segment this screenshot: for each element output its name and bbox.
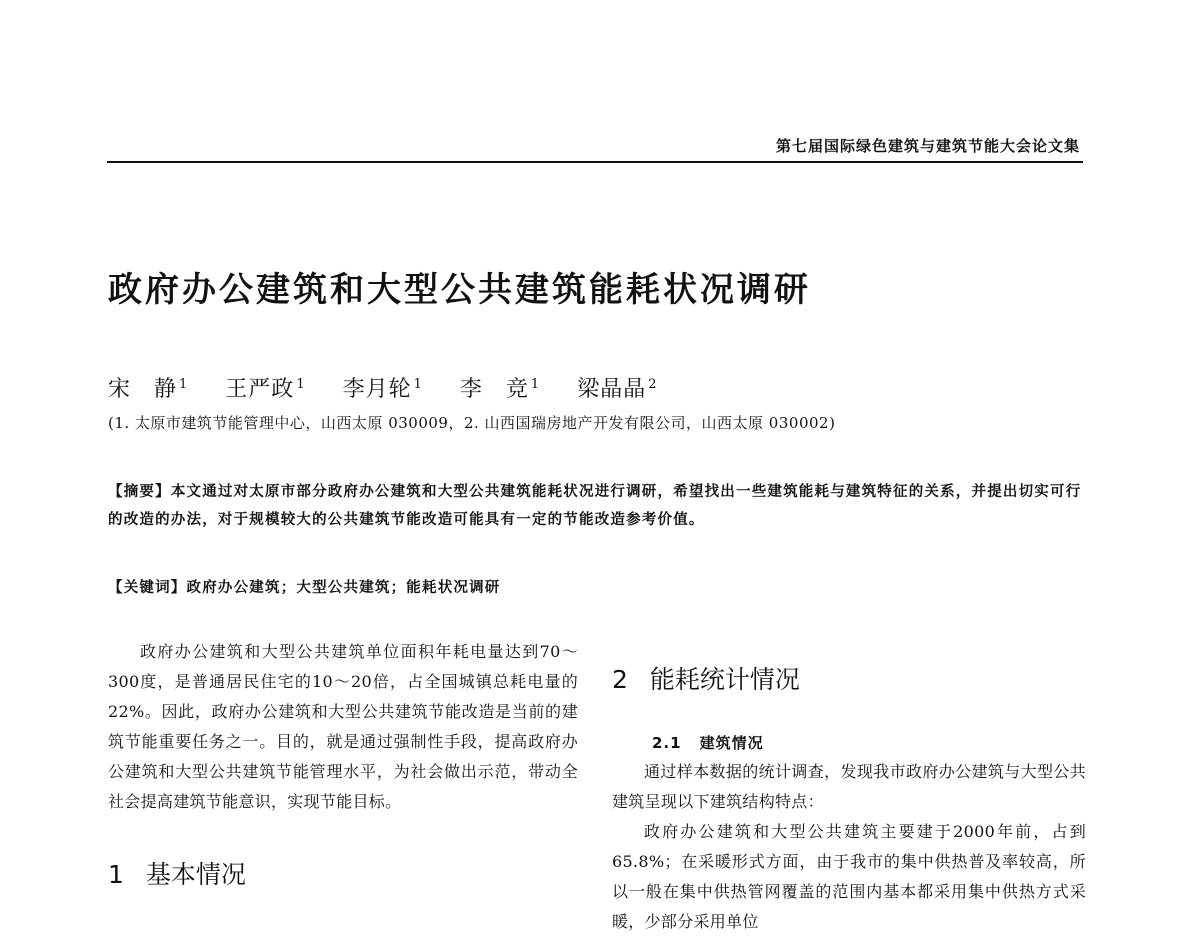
- proceedings-title: 第七届国际绿色建筑与建筑节能大会论文集: [775, 137, 1080, 155]
- intro-paragraph: 政府办公建筑和大型公共建筑单位面积年耗电量达到70～300度，是普通居民住宅的10～20倍，占全国城镇总耗电量的22%。因此，政府办公建筑和大型公共建筑节能改造是当前的建筑节能重要任务之一。目的，就是通过强制性手段，提高政府办公建筑和大型公共建筑节能管理水平，为社会做出示范，带动全社会提高建筑节能意识，实现节能目标。: [108, 642, 578, 811]
- keywords-text: 政府办公建筑；大型公共建筑；能耗状况调研: [186, 579, 501, 596]
- paragraph: 通过样本数据的统计调查，发现我市政府办公建筑与大型公共建筑呈现以下建筑结构特点：: [612, 762, 1086, 811]
- author-name: 宋 静: [108, 377, 178, 402]
- subsection-number: 2.1: [652, 734, 682, 752]
- author-name: 梁晶晶: [577, 377, 647, 402]
- author-2: [225, 377, 305, 402]
- section-number: 2: [612, 665, 628, 694]
- abstract: [108, 478, 1083, 534]
- header-rule: [107, 161, 1083, 163]
- author-3: [343, 377, 423, 402]
- author-name: 王严政: [225, 377, 295, 402]
- subsection-2-1-heading: [652, 732, 1086, 753]
- keywords-label: 【关键词】: [108, 580, 187, 596]
- section-1-heading: [108, 855, 578, 891]
- author-affiliation-mark: 1: [179, 376, 189, 392]
- author-list: [108, 372, 687, 403]
- paper-title: 政府办公建筑和大型公共建筑能耗状况调研: [108, 270, 811, 310]
- right-column: [612, 660, 1086, 937]
- author-affiliation-mark: 1: [296, 376, 306, 392]
- abstract-label: 【摘要】: [108, 484, 171, 500]
- subsection-title: 建筑情况: [699, 734, 764, 752]
- author-name: 李月轮: [342, 377, 412, 402]
- author-4: [460, 377, 540, 402]
- author-1: [108, 377, 188, 402]
- keywords: [108, 576, 501, 597]
- left-column: [108, 637, 578, 891]
- paragraph: 政府办公建筑和大型公共建筑主要建于2000年前，占到65.8%；在采暖形式方面，由于我市的集中供热普及率较高，所以一般在集中供热管网覆盖的范围内基本都采用集中供热方式采暖，少部分采用单位: [612, 822, 1086, 931]
- section-title: 能耗统计情况: [649, 665, 800, 694]
- section-2-heading: [612, 660, 1086, 696]
- section-title: 基本情况: [145, 860, 246, 889]
- abstract-text: 本文通过对太原市部分政府办公建筑和大型公共建筑能耗状况进行调研，希望找出一些建筑能耗与建筑特征的关系，并提出切实可行的改造的办法，对于规模较大的公共建筑节能改造可能具有一定的节能改造参考价值。: [108, 483, 1082, 528]
- section-number: 1: [108, 860, 124, 889]
- affiliation: (1. 太原市建筑节能管理中心，山西太原 030009，2. 山西国瑞房地产开发有限公司，山西太原 030002): [108, 414, 836, 432]
- author-name: 李 竞: [459, 377, 529, 402]
- author-5: [577, 377, 657, 402]
- author-affiliation-mark: 2: [648, 376, 658, 392]
- author-affiliation-mark: 1: [530, 376, 541, 392]
- author-affiliation-mark: 1: [413, 376, 423, 392]
